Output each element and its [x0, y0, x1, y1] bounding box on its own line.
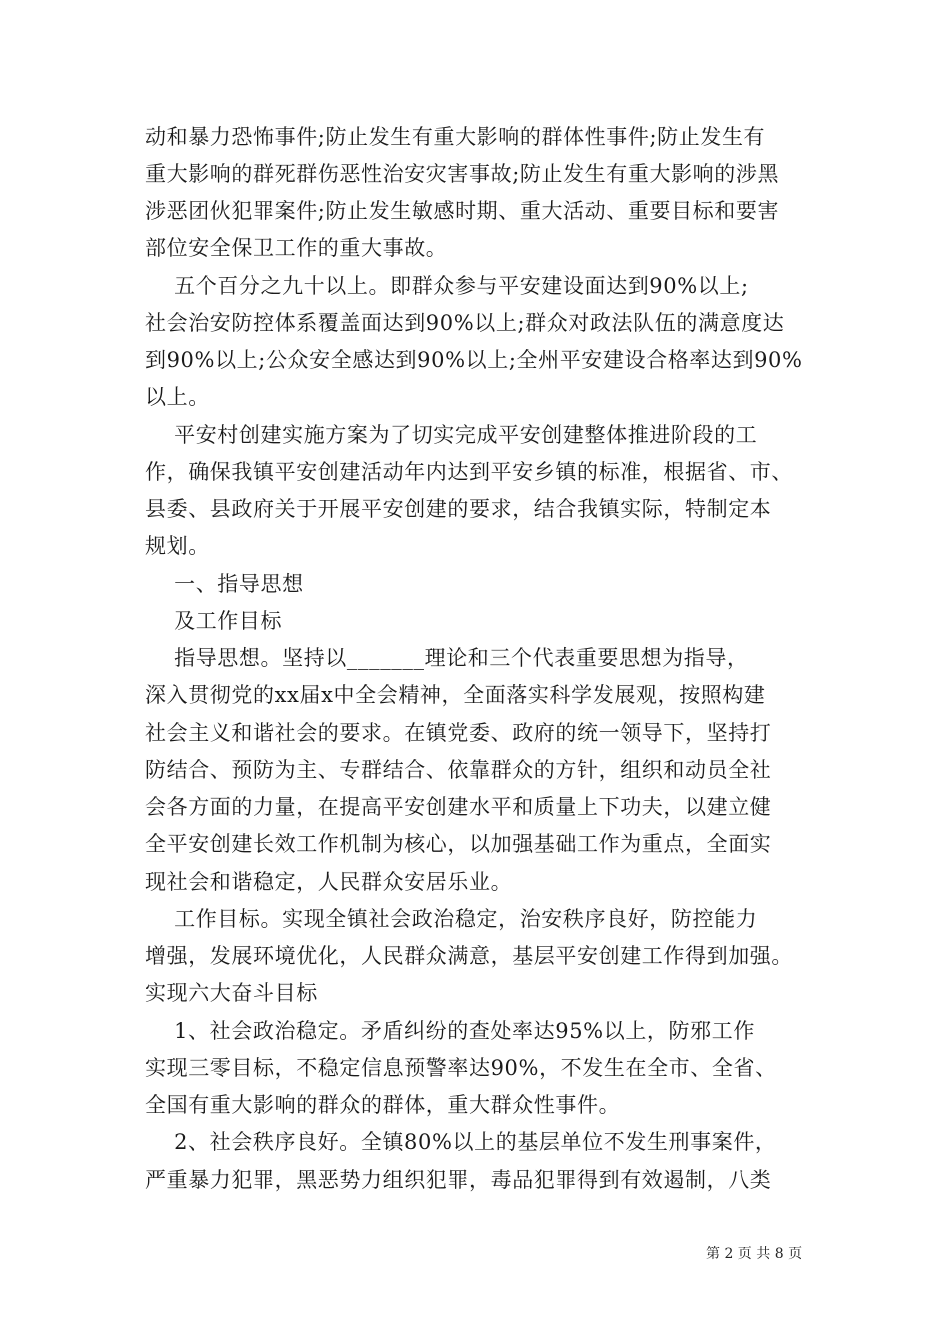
text-line: 社会治安防控体系覆盖面达到90%以上;群众对政法队伍的满意度达	[145, 311, 785, 335]
text-line: 2、社会秩序良好。全镇80%以上的基层单位不发生刑事案件，	[145, 1130, 777, 1154]
text-line: 现社会和谐稳定，人民群众安居乐业。	[145, 870, 513, 894]
page-number: 第 2 页 共 8 页	[706, 1246, 803, 1262]
text-line: 动和暴力恐怖事件;防止发生有重大影响的群体性事件;防止发生有	[145, 125, 766, 149]
text-line: 会各方面的力量，在提高平安创建水平和质量上下功夫，以建立健	[145, 795, 772, 819]
text-line: 社会主义和谐社会的要求。在镇党委、政府的统一领导下，坚持打	[145, 721, 772, 745]
text-line: 平安村创建实施方案为了切实完成平安创建整体推进阶段的工	[145, 423, 758, 447]
text-line: 工作目标。实现全镇社会政治稳定，治安秩序良好，防控能力	[145, 907, 758, 931]
text-line: 重大影响的群死群伤恶性治安灾害事故;防止发生有重大影响的涉黑	[145, 162, 780, 186]
section-heading: 一、指导思想	[145, 572, 304, 596]
text-line: 部位安全保卫工作的重大事故。	[145, 236, 448, 260]
text-line: 实现三零目标，不稳定信息预警率达90%，不发生在全市、全省、	[145, 1056, 777, 1080]
text-line: 实现六大奋斗目标	[145, 981, 318, 1005]
text-line: 涉恶团伙犯罪案件;防止发生敏感时期、重大活动、重要目标和要害	[145, 199, 780, 223]
text-line: 以上。	[145, 385, 210, 409]
text-line: 指导思想。坚持以_______理论和三个代表重要思想为指导，	[145, 646, 749, 670]
section-heading: 及工作目标	[145, 609, 283, 633]
text-line: 全国有重大影响的群众的群体，重大群众性事件。	[145, 1093, 621, 1117]
text-line: 到90%以上;公众安全感达到90%以上;全州平安建设合格率达到90%	[145, 348, 803, 372]
text-line: 深入贯彻党的xx届x中全会精神，全面落实科学发展观，按照构建	[145, 683, 766, 707]
text-line: 增强，发展环境优化，人民群众满意，基层平安创建工作得到加强。	[145, 944, 793, 968]
text-line: 严重暴力犯罪，黑恶势力组织犯罪，毒品犯罪得到有效遏制，八类	[145, 1168, 772, 1192]
text-line: 1、社会政治稳定。矛盾纠纷的查处率达95%以上，防邪工作	[145, 1019, 755, 1043]
text-line: 五个百分之九十以上。即群众参与平安建设面达到90%以上;	[145, 274, 749, 298]
text-line: 县委、县政府关于开展平安创建的要求，结合我镇实际，特制定本	[145, 497, 772, 521]
text-line: 全平安创建长效工作机制为核心，以加强基础工作为重点，全面实	[145, 832, 772, 856]
text-line: 作，确保我镇平安创建活动年内达到平安乡镇的标准，根据省、市、	[145, 460, 793, 484]
text-line: 防结合、预防为主、专群结合、依靠群众的方针，组织和动员全社	[145, 758, 772, 782]
text-line: 规划。	[145, 534, 210, 558]
